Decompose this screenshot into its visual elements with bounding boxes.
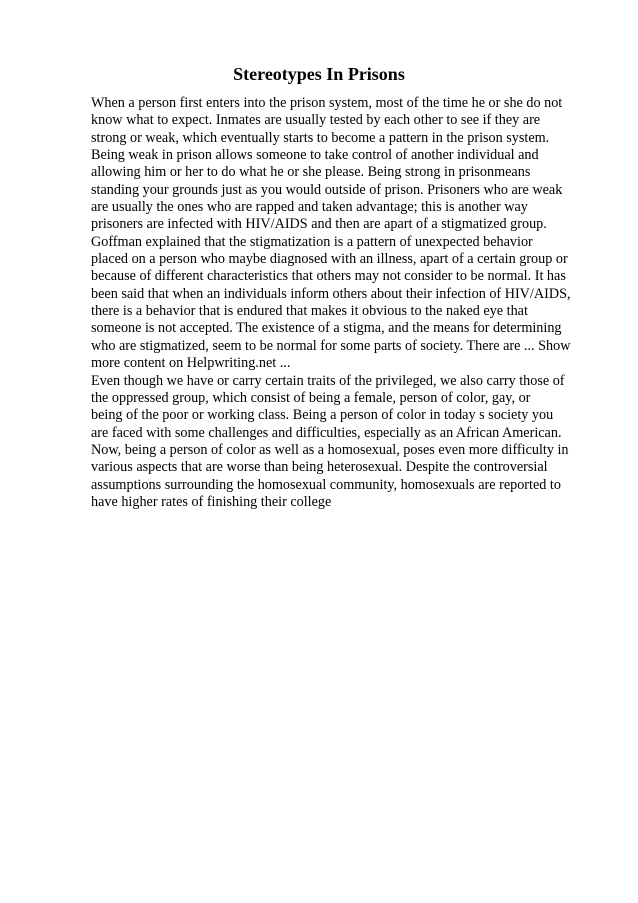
text-line: because of different characteristics that others may not consider to be normal. It has bbox=[91, 268, 566, 285]
text-line: prisoners are infected with HIV/AIDS and then are apart of a stigmatized group. bbox=[91, 216, 547, 233]
text-line: Being weak in prison allows someone to take control of another individual and bbox=[91, 147, 539, 164]
text-line: have higher rates of finishing their college bbox=[91, 493, 332, 510]
text-line: Even though we have or carry certain traits of the privileged, we also carry those of bbox=[91, 372, 565, 389]
text-line: placed on a person who maybe diagnosed with an illness, apart of a certain group or bbox=[91, 251, 568, 268]
text-line: standing your grounds just as you would outside of prison. Prisoners who are weak bbox=[91, 181, 563, 198]
text-line: been said that when an individuals inform others about their infection of HIV/AIDS, bbox=[91, 285, 571, 302]
text-line: more content on Helpwriting.net ... bbox=[91, 355, 291, 372]
text-line: strong or weak, which eventually starts to become a pattern in the prison system. bbox=[91, 129, 550, 146]
text-line: being of the poor or working class. Being a person of color in today s society you bbox=[91, 407, 554, 424]
text-line: allowing him or her to do what he or she please. Being strong in prisonmeans bbox=[91, 164, 531, 181]
text-line: When a person first enters into the prison system, most of the time he or she do not bbox=[91, 95, 563, 111]
text-line: Goffman explained that the stigmatization is a pattern of unexpected behavior bbox=[91, 233, 533, 250]
text-line: assumptions surrounding the homosexual community, homosexuals are reported to bbox=[91, 476, 561, 493]
text-line: various aspects that are worse than being heterosexual. Despite the controversial bbox=[91, 459, 548, 476]
text-line: someone is not accepted. The existence of a stigma, and the means for determining bbox=[91, 320, 562, 337]
text-line: who are stigmatized, seem to be normal for some parts of society. There are ... Show bbox=[91, 337, 571, 354]
document-body bbox=[91, 95, 611, 511]
document-title: Stereotypes In Prisons bbox=[233, 64, 405, 84]
text-line: there is a behavior that is endured that makes it obvious to the naked eye that bbox=[91, 303, 528, 320]
text-line: the oppressed group, which consist of being a female, person of color, gay, or bbox=[91, 389, 531, 406]
text-line: are faced with some challenges and difficulties, especially as an African American. bbox=[91, 424, 562, 441]
text-line: Now, being a person of color as well as a homosexual, poses even more difficulty in bbox=[91, 441, 569, 458]
text-line: are usually the ones who are rapped and taken advantage; this is another way bbox=[91, 199, 528, 216]
text-line: know what to expect. Inmates are usually tested by each other to see if they are bbox=[91, 112, 541, 129]
